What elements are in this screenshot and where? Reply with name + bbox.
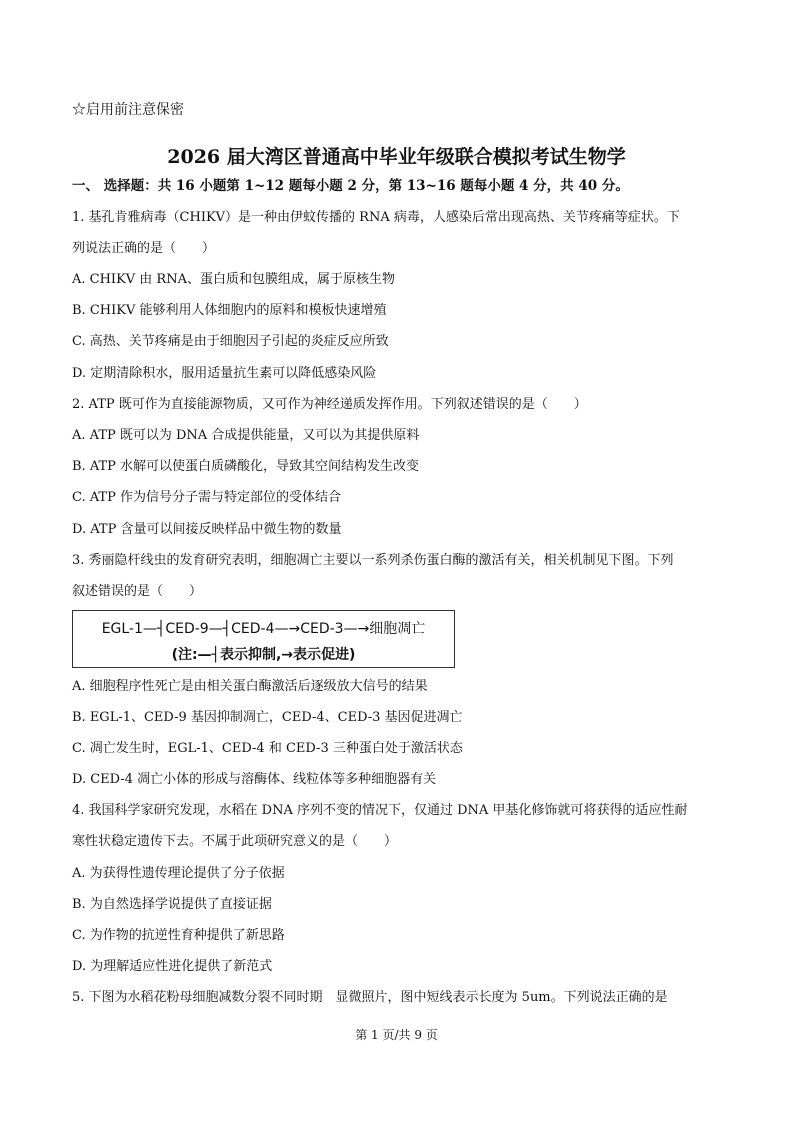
pathway-text: EGL-1—┤CED-9—┤CED-4—→CED-3—→细胞凋亡 xyxy=(101,621,426,637)
q4-stem-line-1: 4. 我国科学家研究发现，水稻在 DNA 序列不变的情况下，仅通过 DNA 甲基化修饰就可将获得的适应性耐 xyxy=(72,803,688,818)
exam-title: 2026 届大湾区普通高中毕业年级联合模拟考试生物学 xyxy=(167,146,626,168)
q3-option-c: C. 凋亡发生时，EGL-1、CED-4 和 CED-3 三种蛋白处于激活状态 xyxy=(72,741,463,756)
q5-stem-line-1: 5. 下图为水稻花粉母细胞减数分裂不同时期 显微照片，图中短线表示长度为 5um。下列说法正确的是 xyxy=(72,990,668,1005)
pathway-note: (注:—┤表示抑制,→表示促进) xyxy=(171,647,356,663)
q2-option-c: C. ATP 作为信号分子需与特定部位的受体结合 xyxy=(72,490,341,505)
q3-option-a: A. 细胞程序性死亡是由相关蛋白酶激活后逐级放大信号的结果 xyxy=(72,679,428,694)
q1-option-a: A. CHIKV 由 RNA、蛋白质和包膜组成，属于原核生物 xyxy=(72,272,395,287)
q2-stem-line-1: 2. ATP 既可作为直接能源物质，又可作为神经递质发挥作用。下列叙述错误的是（ ） xyxy=(72,397,587,412)
q4-option-d: D. 为理解适应性进化提供了新范式 xyxy=(72,959,273,974)
section-heading: 一、 选择题：共 16 小题第 1~12 题每小题 2 分，第 13~16 题每小题 4 分，共 40 分。 xyxy=(72,178,629,194)
q4-stem-line-2: 寒性状稳定遗传下去。不属于此项研究意义的是（ ） xyxy=(72,834,398,849)
q2-option-a: A. ATP 既可以为 DNA 合成提供能量，又可以为其提供原料 xyxy=(72,428,420,443)
apoptosis-pathway-diagram xyxy=(72,610,455,668)
q1-stem-line-2: 列说法正确的是（ ） xyxy=(72,241,216,256)
q1-option-b: B. CHIKV 能够利用人体细胞内的原料和模板快速增殖 xyxy=(72,303,387,318)
q3-stem-line-1: 3. 秀丽隐杆线虫的发育研究表明，细胞凋亡主要以一系列杀伤蛋白酶的激活有关，相关机制见下图。下列 xyxy=(72,553,674,568)
q3-stem-line-2: 叙述错误的是（ ） xyxy=(72,584,203,599)
q4-option-b: B. 为自然选择学说提供了直接证据 xyxy=(72,897,272,912)
confidential-notice: ☆启用前注意保密 xyxy=(72,102,184,118)
q1-option-d: D. 定期清除积水，服用适量抗生素可以降低感染风险 xyxy=(72,366,377,381)
page-footer: 第 1 页/共 9 页 xyxy=(355,1028,438,1042)
q1-option-c: C. 高热、关节疼痛是由于细胞因子引起的炎症反应所致 xyxy=(72,334,389,349)
q2-option-b: B. ATP 水解可以使蛋白质磷酸化，导致其空间结构发生改变 xyxy=(72,459,420,474)
q2-option-d: D. ATP 含量可以间接反映样品中微生物的数量 xyxy=(72,522,342,537)
q4-option-c: C. 为作物的抗逆性育种提供了新思路 xyxy=(72,928,285,943)
q4-option-a: A. 为获得性遗传理论提供了分子依据 xyxy=(72,866,285,881)
q3-option-b: B. EGL-1、CED-9 基因抑制凋亡，CED-4、CED-3 基因促进凋亡 xyxy=(72,710,463,725)
q1-stem-line-1: 1. 基孔肯雅病毒（CHIKV）是一种由伊蚊传播的 RNA 病毒，人感染后常出现高热、关节疼痛等症状。下 xyxy=(72,210,680,225)
q3-option-d: D. CED-4 凋亡小体的形成与溶酶体、线粒体等多种细胞器有关 xyxy=(72,772,437,787)
